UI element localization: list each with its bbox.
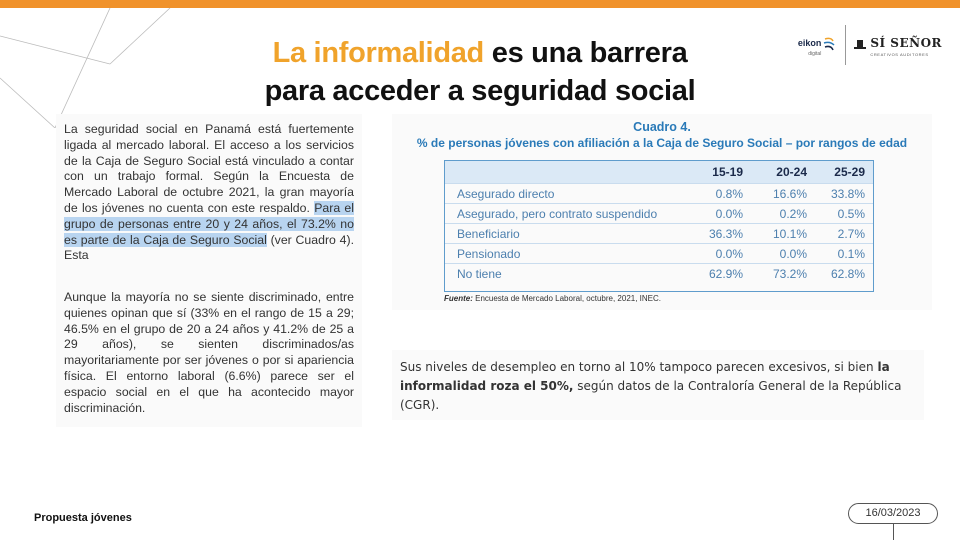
table-cell: 0.8%: [715, 187, 743, 201]
si-senor-logo: [854, 34, 942, 57]
paragraph-social-security: [64, 122, 354, 272]
title-line2: para acceder a seguridad social: [264, 75, 696, 107]
logo-divider: [845, 25, 846, 65]
row-label: Beneficiario: [457, 227, 520, 241]
si-senor-logo-text: SÍ SEÑOR: [870, 35, 942, 50]
table-cell: 0.5%: [837, 207, 865, 221]
date-badge-stem: [893, 524, 894, 540]
paragraph-text: La seguridad social en Panamá está fuertemente ligada al mercado laboral. El acceso a los servicios de la Caja de Seguro Social está vinculado a contar con un trabajo formal. Según la Encuesta de Mercado Laboral de octubre 2021, la gran mayoría de los jóvenes no cuenta con este respaldo.: [64, 122, 354, 215]
table-row: [445, 183, 873, 203]
table-caption-number: Cuadro 4.: [633, 120, 691, 134]
bold-text: la informalidad roza el 50%,: [400, 360, 890, 393]
table-row: [445, 263, 873, 283]
slide-title: [180, 34, 780, 110]
table-cell: 0.0%: [779, 247, 807, 261]
table-row: [445, 223, 873, 243]
left-document-excerpt: [56, 114, 362, 427]
top-accent-bar: [0, 0, 960, 8]
si-senor-logo-tag: CREATIVOS AUDITORES: [870, 51, 929, 57]
table-cell: 0.0%: [715, 247, 743, 261]
source-label: Fuente:: [444, 294, 473, 303]
paragraph-text-after: según datos de la Contraloría General de la República (CGR).: [400, 379, 902, 412]
table-cell: 0.0%: [715, 207, 743, 221]
table-cell: 62.8%: [830, 267, 865, 281]
row-label: Pensionado: [457, 247, 521, 261]
eikon-logo-text: eikon: [797, 38, 822, 48]
table-cell: 62.9%: [708, 267, 743, 281]
eikon-mark-icon: [823, 37, 835, 53]
table-cell: 33.8%: [830, 187, 865, 201]
paragraph-text: Sus niveles de desempleo en torno al 10% tampoco parecen excesivos, si bien: [400, 360, 878, 374]
title-rest-line1: es una barrera: [483, 37, 688, 69]
unemployment-paragraph: [392, 350, 924, 420]
table-header-row: [445, 161, 873, 183]
table-cell: 16.6%: [772, 187, 807, 201]
source-text: Encuesta de Mercado Laboral, octubre, 2021, INEC.: [472, 294, 661, 303]
paragraph-text-after: (ver Cuadro 4). Esta: [64, 232, 354, 263]
title-accent: La informalidad: [272, 37, 484, 69]
paragraph-discrimination: Aunque la mayoría no se siente discriminado, entre quienes opinan que sí (33% en el rango de 15 a 29; 46.5% en el grupo de 20 a 24 años y 41.2% de 25 a 29 años), se sienten discriminados/as mayoritariamente por ser jóvenes o por si apariencia física. El entorno laboral (6.6%) parece ser el espacio social en el que ha acontecido mayor discriminación.: [64, 290, 354, 415]
footer-label: Propuesta jóvenes: [34, 512, 132, 524]
table-cell: 0.1%: [837, 247, 865, 261]
row-label: Asegurado, pero contrato suspendido: [457, 207, 658, 221]
row-label: Asegurado directo: [457, 187, 555, 201]
table-source: [444, 294, 661, 303]
hat-icon: [854, 39, 866, 51]
row-label: No tiene: [457, 267, 502, 281]
table-row: [445, 243, 873, 263]
table-cell: 0.2%: [779, 207, 807, 221]
logos: [798, 24, 942, 66]
highlighted-text: Para el grupo de personas entre 20 y 24 años, el 73.2% no es parte de la Caja de Seguro Social: [64, 200, 354, 247]
eikon-logo: [798, 33, 836, 57]
column-header: 20-24: [776, 165, 807, 179]
affiliation-table: [444, 160, 874, 292]
column-header: 25-29: [834, 165, 865, 179]
table-cell: 10.1%: [772, 227, 807, 241]
table-cell: 73.2%: [772, 267, 807, 281]
table-row: [445, 203, 873, 223]
decorative-lines: [0, 8, 200, 128]
eikon-logo-sub: digital: [808, 51, 822, 57]
date-badge: 16/03/2023: [848, 503, 938, 524]
table-excerpt: [392, 114, 932, 310]
table-caption-title: % de personas jóvenes con afiliación a la Caja de Seguro Social – por rangos de edad: [416, 136, 908, 150]
column-header: 15-19: [712, 165, 743, 179]
table-cell: 2.7%: [837, 227, 865, 241]
table-cell: 36.3%: [708, 227, 743, 241]
